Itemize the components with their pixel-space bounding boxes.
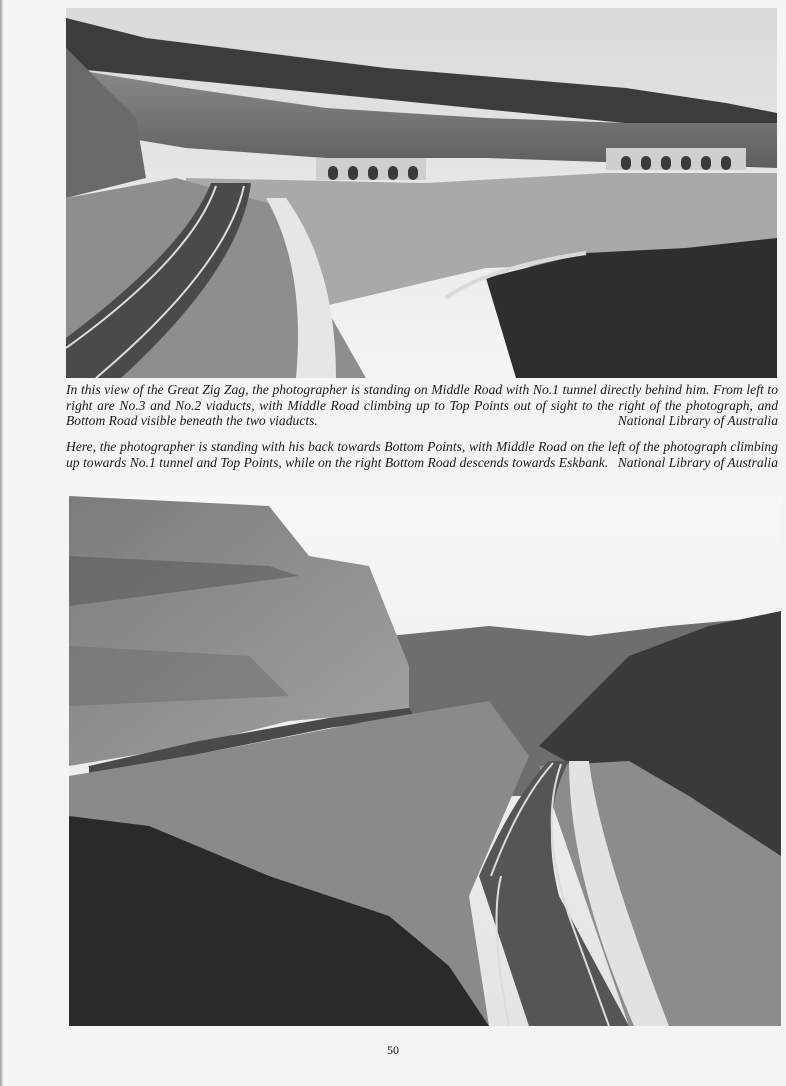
- photo2-credit: National Library of Australia: [617, 454, 778, 470]
- middle-bottom-roads-photo: [69, 496, 781, 1026]
- middle-bottom-roads-illustration: [69, 496, 781, 1026]
- photo2-caption: [66, 439, 778, 470]
- photo2-caption-text: Here, the photographer is standing with his back towards Bottom Points, with Middle Road on the left of the photograph climbing up towards No.1 tunnel and Top Points, while on the right Bottom Road descends towards Eskbank.: [66, 439, 778, 470]
- zig-zag-viaducts-illustration: [66, 8, 777, 378]
- zig-zag-viaducts-photo: [66, 8, 777, 378]
- photo1-caption-text: In this view of the Great Zig Zag, the photographer is standing on Middle Road with No.1 tunnel directly behind him. From left to right are No.3 and No.2 viaducts, with Middle Road climbing up to Top Points out of sight to the right of the photograph, and Bottom Road visible beneath the two viaducts.: [66, 382, 778, 428]
- page-number: 50: [387, 1043, 399, 1057]
- photo1-credit: National Library of Australia: [617, 413, 778, 428]
- photo1-caption: [66, 382, 778, 429]
- page-binding-edge: [0, 0, 3, 1086]
